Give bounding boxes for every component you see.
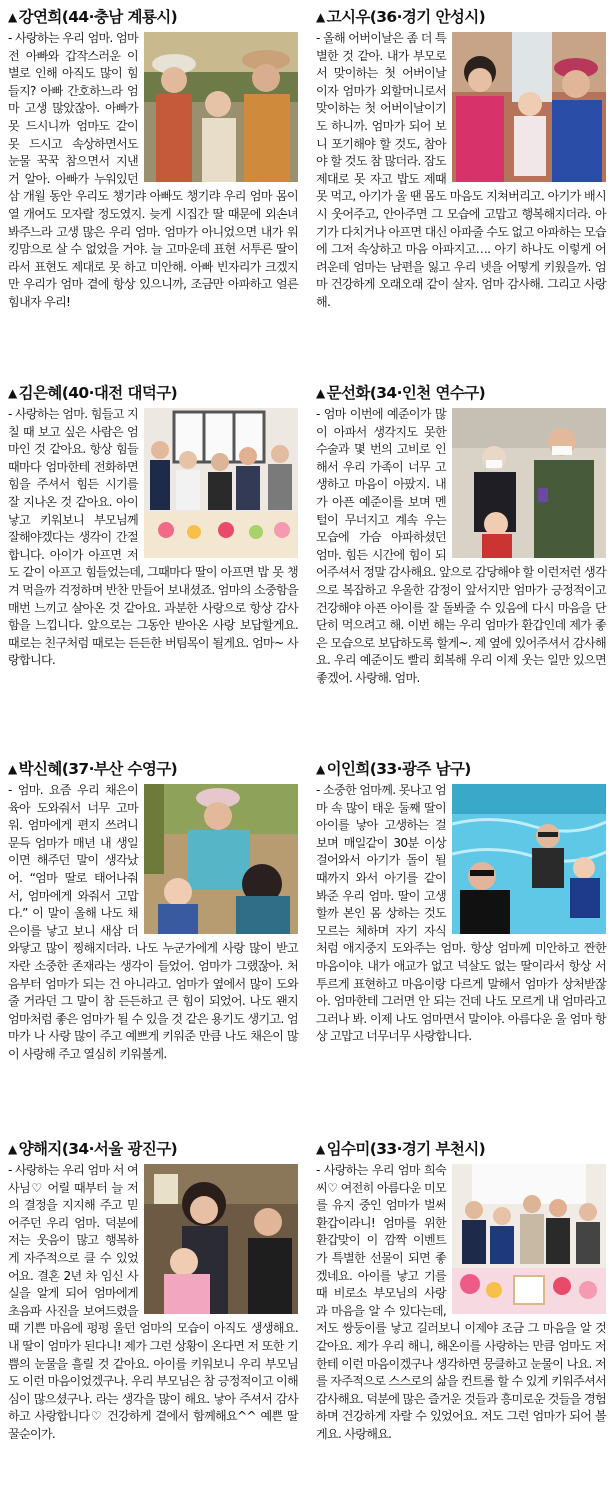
- triangle-marker-icon: ▲: [8, 10, 17, 24]
- family-photo: [452, 784, 606, 934]
- entry-4: [316, 382, 606, 744]
- family-photo: [144, 1164, 298, 1314]
- entry-text: - 소중한 엄마께. 못나고 엄마 속 많이 태운 둘째 딸이 아이를 낳아 고생하는 걸 보며 매일같이 30분 이상 걸어와서 아기가 돌이 될 때까지 와서 아기를 같이 봐준 우리 엄마. 딸이 고생할까 본인 몸 상하는 것도 모르는 체하며 자기 자식처럼 애지중지 도와주는 엄마. 항상 엄마께 미안하고 짠한 마음이야. 내가 애교가 없고 넉살도 없는 딸이라서 항상 서투르게 표현하고 마음이랑 다르게 말해서 엄마가 상처받잖아. 엄마한테 그러면 안 되는 건데 나도 모르게 내 엄마라고 그러나 봐. 이제 나도 엄마면서 말이야. 아름다운 울 엄마 항상 고맙고 너무너무 사랑합니다.: [316, 783, 606, 1044]
- triangle-marker-icon: ▲: [316, 762, 325, 776]
- entry-text: - 사랑하는 우리 엄마. 엄마 전 아빠와 갑작스러운 이별로 인해 아직도 많이 힘들지? 아빠 간호하느라 엄마 고생 많았잖아. 아빠가 못 드시니까 엄마도 같이 못 드시고 속상하면서도 눈물 꾹꾹 참으면서 지낸 거 알아. 아빠가 누워있던 삼 개월 동안 우리도 챙기랴 아빠도 챙기랴 우리 엄마 몸이 열 개여도 모자랄 정도였지. 늦게 시집간 딸 때문에 외손녀 봐주느라 고생 많은 우리 엄마. 엄마가 아니었으면 내가 워킹맘으로 살 수 없었을 거야. 늘 고마운데 표현 서투른 딸이라서 표현도 제대로 못 하고 미안해. 아빠 빈자리가 크겠지만 우리가 엄마 곁에 항상 있으니까, 조금만 아파하고 얼른 힘내자 우리!: [8, 31, 298, 309]
- entry-header: ▲ 이인희(33·광주 남구): [316, 760, 471, 778]
- family-photo: [144, 408, 298, 558]
- entry-text: - 올해 어버이날은 좀 더 특별한 것 같아. 내가 부모로서 맞이하는 첫 어버이날이자 엄마가 외할머니로서 맞이하는 첫 어버이날이기도 하니까. 엄마가 되어 보니 포기해야 할 것도, 참아야 할 것도 참 많더라. 잠도 제대로 못 자고 밥도 제때 못 먹고, 아기가 울 땐 몸도 마음도 지쳐버리고. 아기가 배시시 웃어주고, 안아주면 그 모습에 고맙고 행복해지더라. 아기가 다치거나 아프면 대신 아파줄 수도 없고 아파하는 모습에 그저 속상하고 마음 아파지고…. 아기 하나도 이렇게 어려운데 엄마는 남편을 잃고 우리 넷을 어떻게 키웠을까. 엄마 건강하게 오래오래 같이 살자. 엄마 감사해. 그리고 사랑해.: [316, 31, 606, 309]
- triangle-marker-icon: ▲: [8, 1142, 17, 1156]
- triangle-marker-icon: ▲: [316, 10, 325, 24]
- entry-1: [8, 6, 298, 368]
- entry-text: - 사랑하는 엄마. 힘들고 지칠 때 보고 싶은 사람은 엄마인 것 같아요. 항상 힘들 때마다 엄마한테 전화하면 힘을 주셔서 힘든 시기를 잘 지나온 것 같아요. 아이 낳고 키워보니 부모님께 잘해야겠다는 생각이 간절합니다. 아이가 아프면 저도 같이 아프고 힘들었는데, 그때마다 딸이 아프면 밥 못 챙겨 먹을까 걱정하며 반찬 만들어 보내셨죠. 엄마의 소중함을 매번 느끼고 살아온 것 같아요. 과분한 사랑으로 항상 감사함을 느낍니다. 앞으로는 그동안 받아온 사랑 보답할게요. 때로는 친구처럼 때로는 든든한 버팀목이 될게요. 엄마~ 사랑합니다.: [8, 407, 298, 668]
- entry-5: [8, 758, 298, 1130]
- entry-header: ▲ 임수미(33·경기 부천시): [316, 1140, 486, 1158]
- entry-2: [316, 6, 606, 368]
- triangle-marker-icon: ▲: [8, 386, 17, 400]
- family-photo: [452, 408, 606, 558]
- family-photo: [452, 1164, 606, 1314]
- entry-text: - 엄마 이번에 예준이가 많이 아파서 생각지도 못한 수술과 몇 번의 고비로 인해서 우리 가족이 너무 고생하고 마음이 아팠지. 내가 아픈 예준이를 보며 멘털이 무너지고 계속 우는 모습에 가슴 아파하셨던 엄마. 힘든 시간에 힘이 되어주셔서 정말 감사해요. 앞으로 감당해야 할 이런저런 생각으로 복잡하고 우울한 감정이 앞서지만 엄마가 긍정적이고 건강해야 아픈 아이를 잘 돌봐줄 수 있음에 다시 마음을 단단히 먹으려고 해. 이번 해는 우리 엄마가 환갑인데 제가 좋은 모습으로 보답하도록 할게~. 제 옆에 있어주셔서 감사해요. 우리 예준이도 빨리 회복해 우리 이제 웃는 일만 있으면 좋겠어. 사랑해. 엄마.: [316, 407, 606, 685]
- entry-text: - 엄마. 요즘 우리 채은이 육아 도와줘서 너무 고마워. 엄마에게 편지 쓰려니 문득 엄마가 매년 내 생일이면 해주던 말이 생각났어. “엄마 딸로 태어나줘서, 엄마에게 와줘서 고맙다.” 이 말이 올해 나도 채은이를 낳고 보니 새삼 더 와닿고 많이 찡해지더라. 나도 누군가에게 사랑 많이 받고 자란 소중한 존재라는 생각이 들었어. 엄마가 그랬잖아. 처음부터 엄마가 되는 건 아니라고. 엄마가 옆에서 많이 도와줄 거라던 그 말이 참 든든하고 큰 힘이 되었어. 나도 왠지 엄마처럼 좋은 엄마가 될 수 있을 것 같은 용기도 생기고. 엄마가 나 사랑 많이 주고 예쁘게 키워준 만큼 나도 채은이 많이 사랑해 주고 열심히 키워볼게.: [8, 783, 298, 1061]
- entry-header: ▲ 문선화(34·인천 연수구): [316, 384, 486, 402]
- entry-6: [316, 758, 606, 1130]
- entry-text: - 사랑하는 우리 엄마 희숙씨♡ 여전히 아름다운 미모를 유지 중인 엄마가 벌써 환갑이라니! 엄마를 위한 환갑맞이 이 깜짝 이벤트가 특별한 선물이 되면 좋겠네요. 아이를 낳고 기를 때 비로소 부모님의 사랑과 마음을 알 수 있다는데, 저도 쌍둥이를 낳고 길러보니 이제야 조금 그 마음을 알 것 같아요. 제가 우리 해니, 해온이를 사랑하는 만큼 엄마도 저한테 이런 마음이겠구나 생각하면 뭉클하고 눈물이 나요. 저를 자주적으로 스스로의 삶을 컨트롤 할 수 있게 키워주셔서 감사해요. 덕분에 많은 즐거운 것들과 흥미로운 것들을 경험하며 건강하게 자랄 수 있었어요. 저도 그런 엄마가 되어 볼게요. 사랑해요.: [316, 1163, 606, 1441]
- entry-header: ▲ 김은혜(40·대전 대덕구): [8, 384, 178, 402]
- entry-8: [316, 1138, 606, 1502]
- entry-text: - 사랑하는 우리 엄마 서 여사님♡ 어릴 때부터 늘 저의 결정을 지지해 주고 믿어주던 우리 엄마. 덕분에 저는 웃음이 많고 행복하게 자주적으로 클 수 있었어요. 결혼 2년 차 임신 사실을 알게 되어 엄마에게 초음파 사진을 보여드렸을 때 기쁜 마음에 펑펑 울던 엄마의 모습이 아직도 생생해요. 내 딸이 엄마가 된다니! 제가 그런 상황이 온다면 저 또한 기쁨의 눈물을 흘릴 것 같아요. 아이를 키워보니 우리 부모님도 이런 마음이었겠구나. 우리 부모님은 참 긍정적이고 이해심이 많으셨구나. 라는 생각을 많이 해요. 낳아 주셔서 감사하고 사랑합니다♡ 건강하게 곁에서 함께해요^^ 예쁜 딸 꿀순이가.: [8, 1163, 298, 1441]
- entry-3: [8, 382, 298, 744]
- family-photo: [144, 784, 298, 934]
- entry-7: [8, 1138, 298, 1502]
- triangle-marker-icon: ▲: [316, 386, 325, 400]
- family-photo: [452, 32, 606, 182]
- triangle-marker-icon: ▲: [316, 1142, 325, 1156]
- entry-header: ▲ 양해지(34·서울 광진구): [8, 1140, 178, 1158]
- triangle-marker-icon: ▲: [8, 762, 17, 776]
- entry-header: ▲ 박신혜(37·부산 수영구): [8, 760, 178, 778]
- family-photo: [144, 32, 298, 182]
- entry-header: ▲ 강연희(44·충남 계룡시): [8, 8, 178, 26]
- entry-header: ▲ 고시우(36·경기 안성시): [316, 8, 486, 26]
